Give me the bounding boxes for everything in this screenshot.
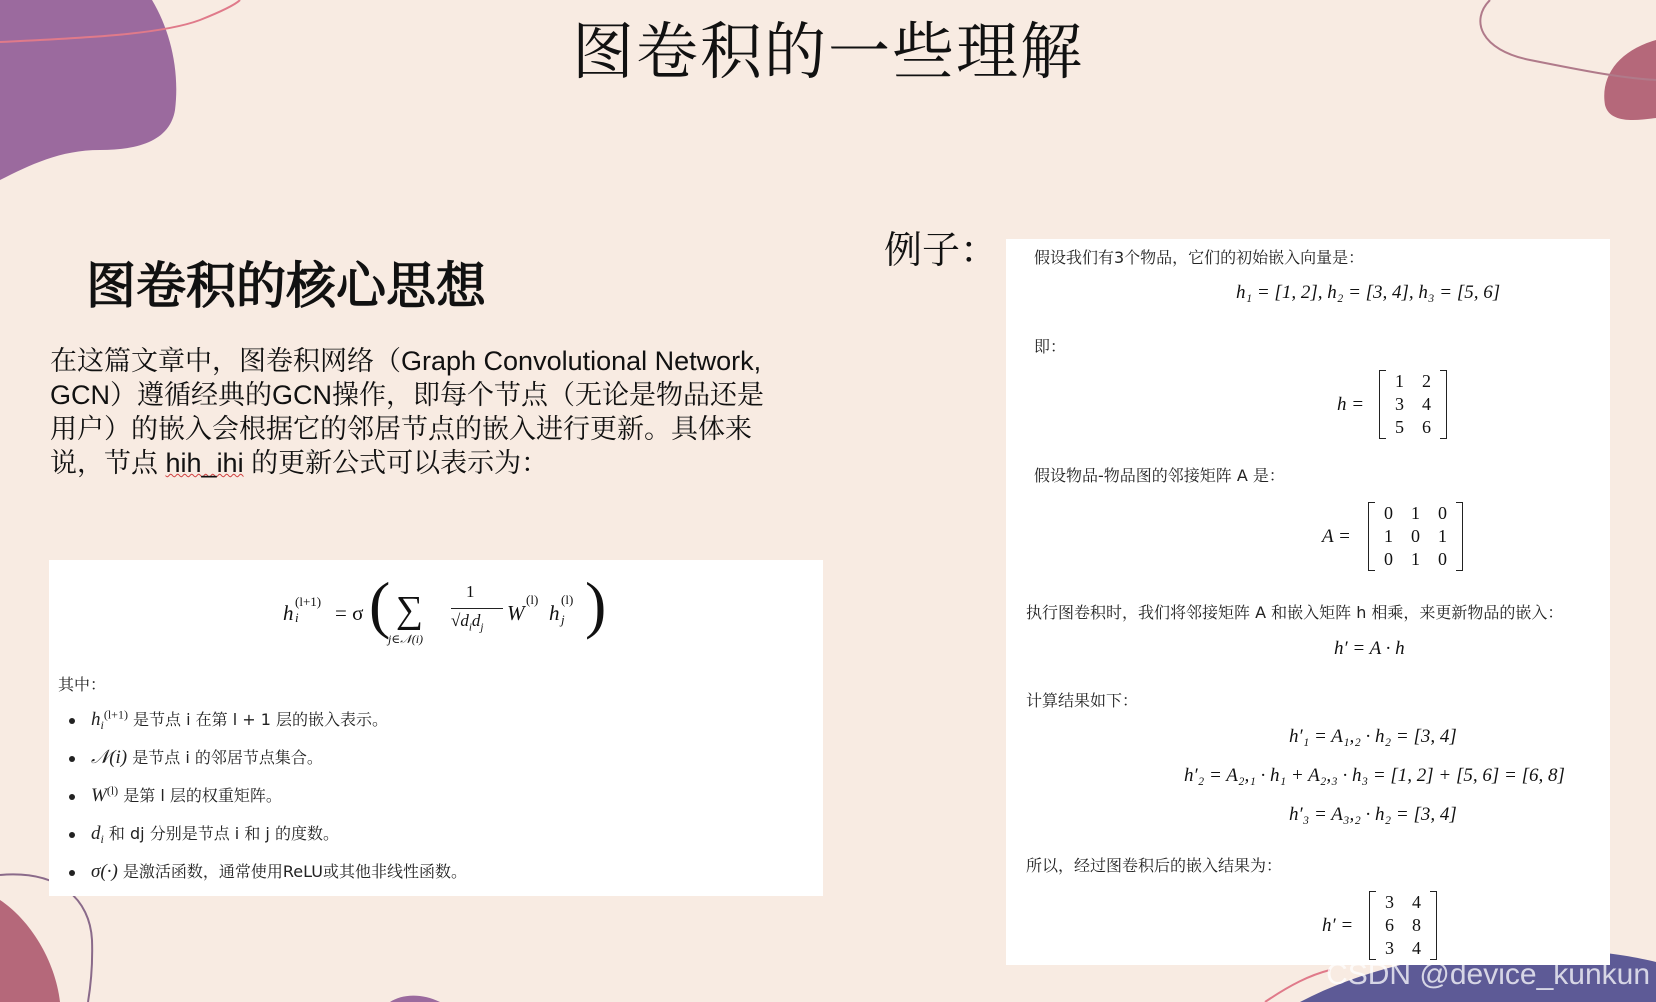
matrix-cell: 1: [1384, 526, 1393, 546]
matrix-row: [1375, 502, 1456, 525]
formula-h-sup: (l): [561, 592, 574, 607]
h-vectors: h₁ = [1, 2], h₂ = [3, 4], h₃ = [5, 6]: [1236, 282, 1501, 303]
frac-bar: [451, 608, 503, 609]
frac-numerator: 1: [466, 582, 475, 601]
matrix-row: [1376, 914, 1430, 937]
matrix-cell: 0: [1438, 503, 1447, 523]
matrix-cell: 8: [1412, 915, 1421, 935]
matrix-row: [1376, 891, 1430, 914]
matrix-cell: 0: [1384, 503, 1393, 523]
definition-item: $W^{(l)}$ 是第 l 层的权重矩阵。: [91, 783, 282, 806]
h-prime-label: h′ =: [1322, 915, 1354, 936]
bullet-dot: [69, 756, 75, 762]
matrix-cell: 1: [1395, 371, 1404, 391]
matrix-cell: 2: [1422, 371, 1431, 391]
formula-lhs-sup: (l+1): [295, 594, 322, 609]
example-intro: 假设我们有3个物品，它们的初始嵌入向量是：: [1034, 248, 1365, 267]
paren-left: (: [369, 569, 391, 640]
matrix-cell: 0: [1411, 526, 1420, 546]
where-label: 其中：: [58, 675, 107, 694]
formula-lhs: h: [283, 601, 294, 625]
calc-row-1: h′₁ = A₁,₂ · h₂ = [3, 4]: [1289, 726, 1457, 747]
calc-row-3: h′₃ = A₃,₂ · h₂ = [3, 4]: [1289, 804, 1457, 825]
rose-blob-bottom-left: [0, 900, 60, 1002]
h-label: h =: [1337, 394, 1365, 415]
matrix-row: [1375, 525, 1456, 548]
formula-w-sup: (l): [526, 592, 539, 607]
matrix-cell: 6: [1422, 417, 1431, 437]
watermark: CSDN @device_kunkun: [1326, 958, 1650, 991]
matrix-cell: 4: [1412, 938, 1421, 958]
paragraph-pre: 在这篇文章中，图卷积网络（Graph Convolutional Network, GCN）遵循经典的GCN操作，即每个节点（无论是物品还是用户）的嵌入会根据它的邻居节点的嵌入进行更新。具体来说，节点: [50, 346, 764, 478]
purple-small-blob-bottom: [390, 996, 440, 1002]
adjacency-intro: 假设物品-物品图的邻接矩阵 A 是：: [1034, 466, 1285, 485]
example-card: [1006, 239, 1610, 965]
adjacency-matrix: [1368, 502, 1463, 571]
h-matrix: [1379, 370, 1447, 439]
formula-lhs-sub: i: [295, 610, 299, 625]
matrix-cell: 3: [1395, 394, 1404, 414]
matrix-row: [1386, 416, 1440, 439]
a-label: A =: [1322, 526, 1351, 547]
result-label: 计算结果如下：: [1026, 691, 1139, 710]
sum-subscript: j∈𝒩(i): [388, 632, 424, 646]
convolution-intro: 执行图卷积时，我们将邻接矩阵 A 和嵌入矩阵 h 相乘，来更新物品的嵌入：: [1026, 603, 1564, 622]
formula-card: [49, 560, 823, 896]
definition-item: $h_i^{(l+1)}$ 是节点 i 在第 l + 1 层的嵌入表示。: [91, 707, 389, 733]
matrix-cell: 0: [1438, 549, 1447, 569]
convolution-formula: h′ = A · h: [1334, 638, 1405, 659]
slide-title: 图卷积的一些理解: [571, 15, 1084, 88]
matrix-cell: 4: [1422, 394, 1431, 414]
matrix-row: [1375, 548, 1456, 571]
h-prime-matrix: [1369, 891, 1437, 960]
matrix-cell: 5: [1395, 417, 1404, 437]
matrix-cell: 3: [1385, 938, 1394, 958]
matrix-cell: 1: [1411, 549, 1420, 569]
matrix-cell: 3: [1385, 892, 1394, 912]
bullet-dot: [69, 870, 75, 876]
bullet-dot: [69, 794, 75, 800]
section-heading: 图卷积的核心思想: [86, 257, 486, 315]
matrix-row: [1386, 393, 1440, 416]
matrix-row: [1376, 937, 1430, 960]
bullet-dot: [69, 718, 75, 724]
definition-item: 𝒩(i) 是节点 i 的邻居节点集合。: [91, 747, 323, 768]
bullet-dot: [69, 832, 75, 838]
intro-paragraph: [50, 344, 790, 480]
final-intro: 所以，经过图卷积后的嵌入结果为：: [1026, 856, 1283, 875]
formula-eq: = σ: [335, 601, 364, 625]
definition-item: $d_i$ 和 dj 分别是节点 i 和 j 的度数。: [91, 823, 339, 847]
paren-right: ): [585, 569, 607, 640]
calc-row-2: h′₂ = A₂,₁ · h₁ + A₂,₃ · h₃ = [1, 2] + [5, 6] = [6, 8]: [1184, 765, 1565, 786]
matrix-cell: 6: [1385, 915, 1394, 935]
frac-denominator: $√d_id_j$: [451, 611, 484, 634]
paragraph-post: 的更新公式可以表示为：: [243, 448, 549, 478]
matrix-cell: 1: [1438, 526, 1447, 546]
formula-h: h: [549, 601, 560, 625]
definition-item: σ(·) 是激活函数，通常使用ReLU或其他非线性函数。: [91, 861, 467, 882]
formula-w: W: [507, 601, 525, 625]
matrix-row: [1386, 370, 1440, 393]
formula-h-sub: j: [561, 612, 565, 627]
sum-symbol: ∑: [396, 589, 424, 631]
example-label: 例子：: [884, 228, 999, 272]
spellcheck-variable: hih_ihi: [165, 448, 244, 478]
matrix-cell: 4: [1412, 892, 1421, 912]
matrix-cell: 0: [1384, 549, 1393, 569]
matrix-cell: 1: [1411, 503, 1420, 523]
ji-label: 即：: [1034, 337, 1067, 356]
